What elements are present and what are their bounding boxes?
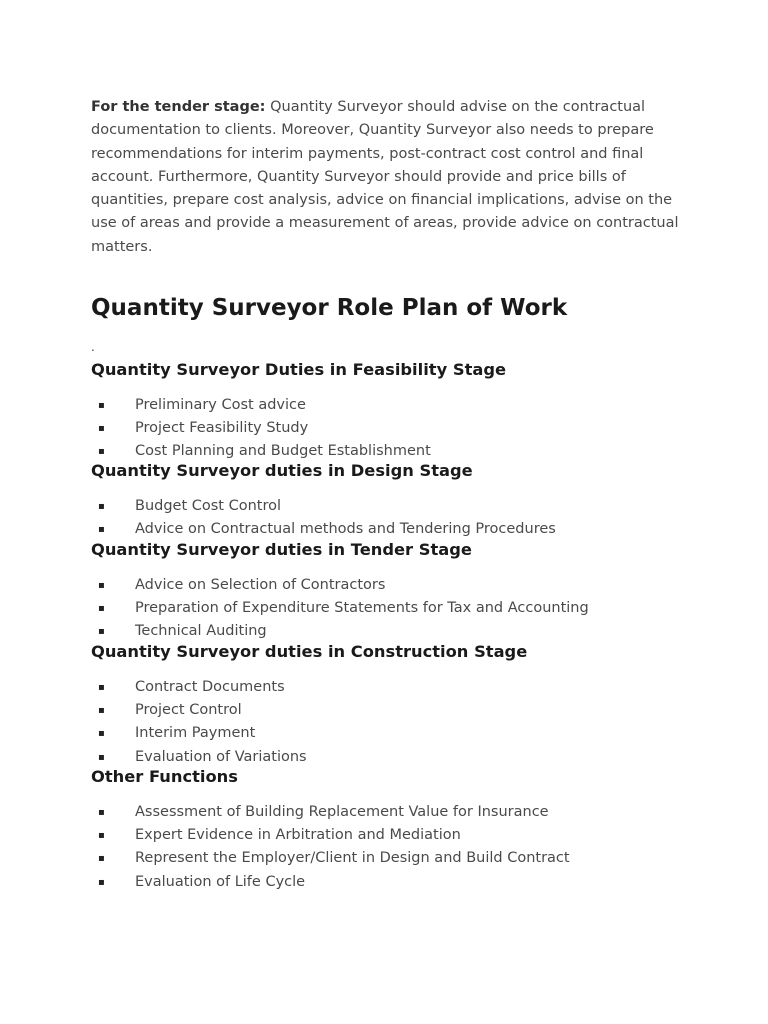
bullet-icon: ▪ (98, 682, 105, 693)
bullet-icon: ▪ (98, 400, 105, 411)
section-heading-design: Quantity Surveyor duties in Design Stage (91, 461, 473, 480)
bullet-icon: ▪ (98, 501, 105, 512)
bullet-icon: ▪ (98, 728, 105, 740)
section-heading-other: Other Functions (91, 767, 238, 786)
bullet-icon: ▪ (98, 876, 105, 888)
intro-paragraph (91, 96, 691, 259)
bullet-icon: ▪ (98, 446, 105, 458)
section-heading-tender: Quantity Surveyor duties in Tender Stage (91, 540, 472, 559)
bullet-icon: ▪ (98, 853, 105, 865)
section-heading-feasibility: Quantity Surveyor Duties in Feasibility Stage (91, 360, 507, 379)
bullet-icon: ▪ (98, 524, 105, 536)
bullet-icon: ▪ (98, 626, 105, 638)
document-page: For the tender stage: Quantity Surveyor should advise on the contractual documentation to clients. Moreover, Quantity Surveyor also needs to prepare recommendations for interim payments, post-contract cost control and final account. Furthermore, Quantity Surveyor should provide and price bills of quantities, prepare cost analysis, advice on financial implications, advise on the use of areas and provide a measurement of areas, provide advice on contractual matters. Quantity Surveyor Role Plan of Work . Quantity Surveyor Duties in Feasibility Stage ▪ Preliminary Cost advice ▪ Project Feasibility Study ▪ Cost Planning and Budget Establishment Quantity Surveyor duties in Design Stage ▪ Budget Cost Control ▪ Advice on Contractual methods and Tendering Procedures Quantity Surveyor duties in Tender Stage ▪ Advice on Selection of Contractors ▪ Preparation of Expenditure Statements for Tax and Accounting ▪ Technical Auditing Quantity Surveyor duties in Construction Stage ▪ Contract Documents ▪ Project Control ▪ Interim Payment ▪ Evaluation of Variations Other Functions ▪ Assessment of Building Replacement Value for Insurance ▪ Expert Evidence in Arbitration and Mediation ▪ Represent the Employer/Client in Design and Build Contract ▪ Evaluation of Life Cycle (91, 96, 691, 259)
intro-body: Quantity Surveyor should advise on the contractual documentation to clients. Moreover, Quantity Surveyor also needs to prepare recommendations for interim payments, post-contract cost control and final account. Furthermore, Quantity Surveyor should provide and price bills of quantities, prepare cost analysis, advice on financial implications, advise on the use of areas and provide a measurement of areas, provide advice on contractual matters. (91, 99, 679, 255)
bullet-icon: ▪ (98, 830, 105, 842)
separator-dot: . (91, 340, 95, 354)
bullet-icon: ▪ (98, 580, 105, 591)
bullet-icon: ▪ (98, 807, 105, 818)
bullet-icon: ▪ (98, 751, 105, 763)
intro-lead: For the tender stage: (91, 99, 266, 115)
section-heading-construction: Quantity Surveyor duties in Construction Stage (91, 642, 528, 661)
bullet-icon: ▪ (98, 705, 105, 717)
bullet-icon: ▪ (98, 423, 105, 435)
bullet-icon: ▪ (98, 603, 105, 615)
page-title: Quantity Surveyor Role Plan of Work (91, 295, 568, 321)
